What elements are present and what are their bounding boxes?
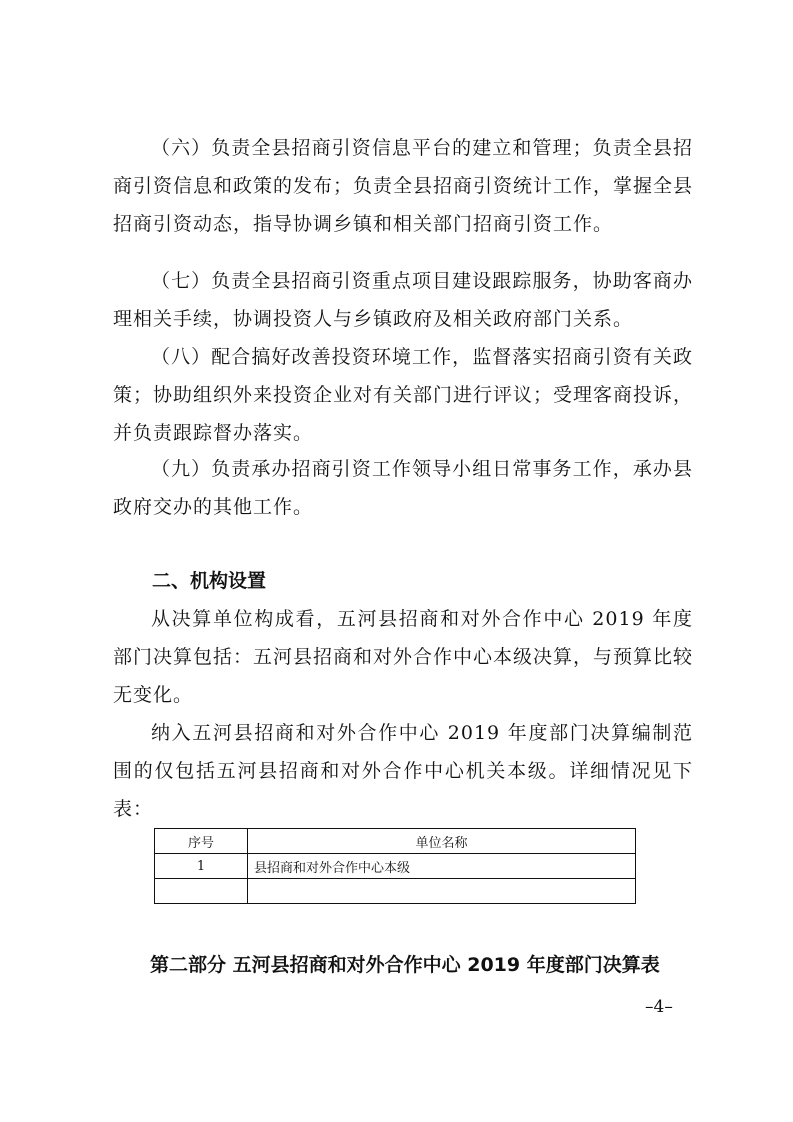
part-title: 第二部分 五河县招商和对外合作中心 2019 年度部门决算表 <box>150 954 660 976</box>
paragraph-organization-range: 纳入五河县招商和对外合作中心 2019 年度部门决算编制范围的仅包括五河县招商和对外合作中心机关本级。详细情况见下表： <box>113 722 693 820</box>
paragraph-item-6: （六）负责全县招商引资信息平台的建立和管理；负责全县招商引资信息和政策的发布；负责全县招商引资统计工作，掌握全县招商引资动态，指导协调乡镇和相关部门招商引资工作。 <box>113 137 694 235</box>
table-row <box>155 854 636 879</box>
paragraph-organization-scope: 从决算单位构成看，五河县招商和对外合作中心 2019 年度部门决算包括：五河县招商和对外合作中心本级决算，与预算比较无变化。 <box>113 608 694 706</box>
table-cell-index: 1 <box>155 854 248 879</box>
paragraph-item-9: （九）负责承办招商引资工作领导小组日常事务工作，承办县政府交办的其他工作。 <box>113 458 693 518</box>
section-heading-organization: 二、机构设置 <box>152 570 267 592</box>
page-number: –4– <box>645 997 673 1017</box>
table-cell-unit-name <box>248 879 636 904</box>
paragraph-item-7: （七）负责全县招商引资重点项目建设跟踪服务，协助客商办理相关手续，协调投资人与乡镇政府及相关政府部门关系。 <box>113 270 693 330</box>
paragraph-item-8: （八）配合搞好改善投资环境工作，监督落实招商引资有关政策；协助组织外来投资企业对有关部门进行评议；受理客商投诉，并负责跟踪督办落实。 <box>113 346 694 444</box>
table-header-row <box>155 829 636 854</box>
unit-table <box>154 828 636 904</box>
table-cell-index <box>155 879 248 904</box>
table-row <box>155 879 636 904</box>
table-header-index: 序号 <box>155 829 248 854</box>
table-cell-unit-name: 县招商和对外合作中心本级 <box>248 854 636 879</box>
table-header-unit-name: 单位名称 <box>248 829 636 854</box>
